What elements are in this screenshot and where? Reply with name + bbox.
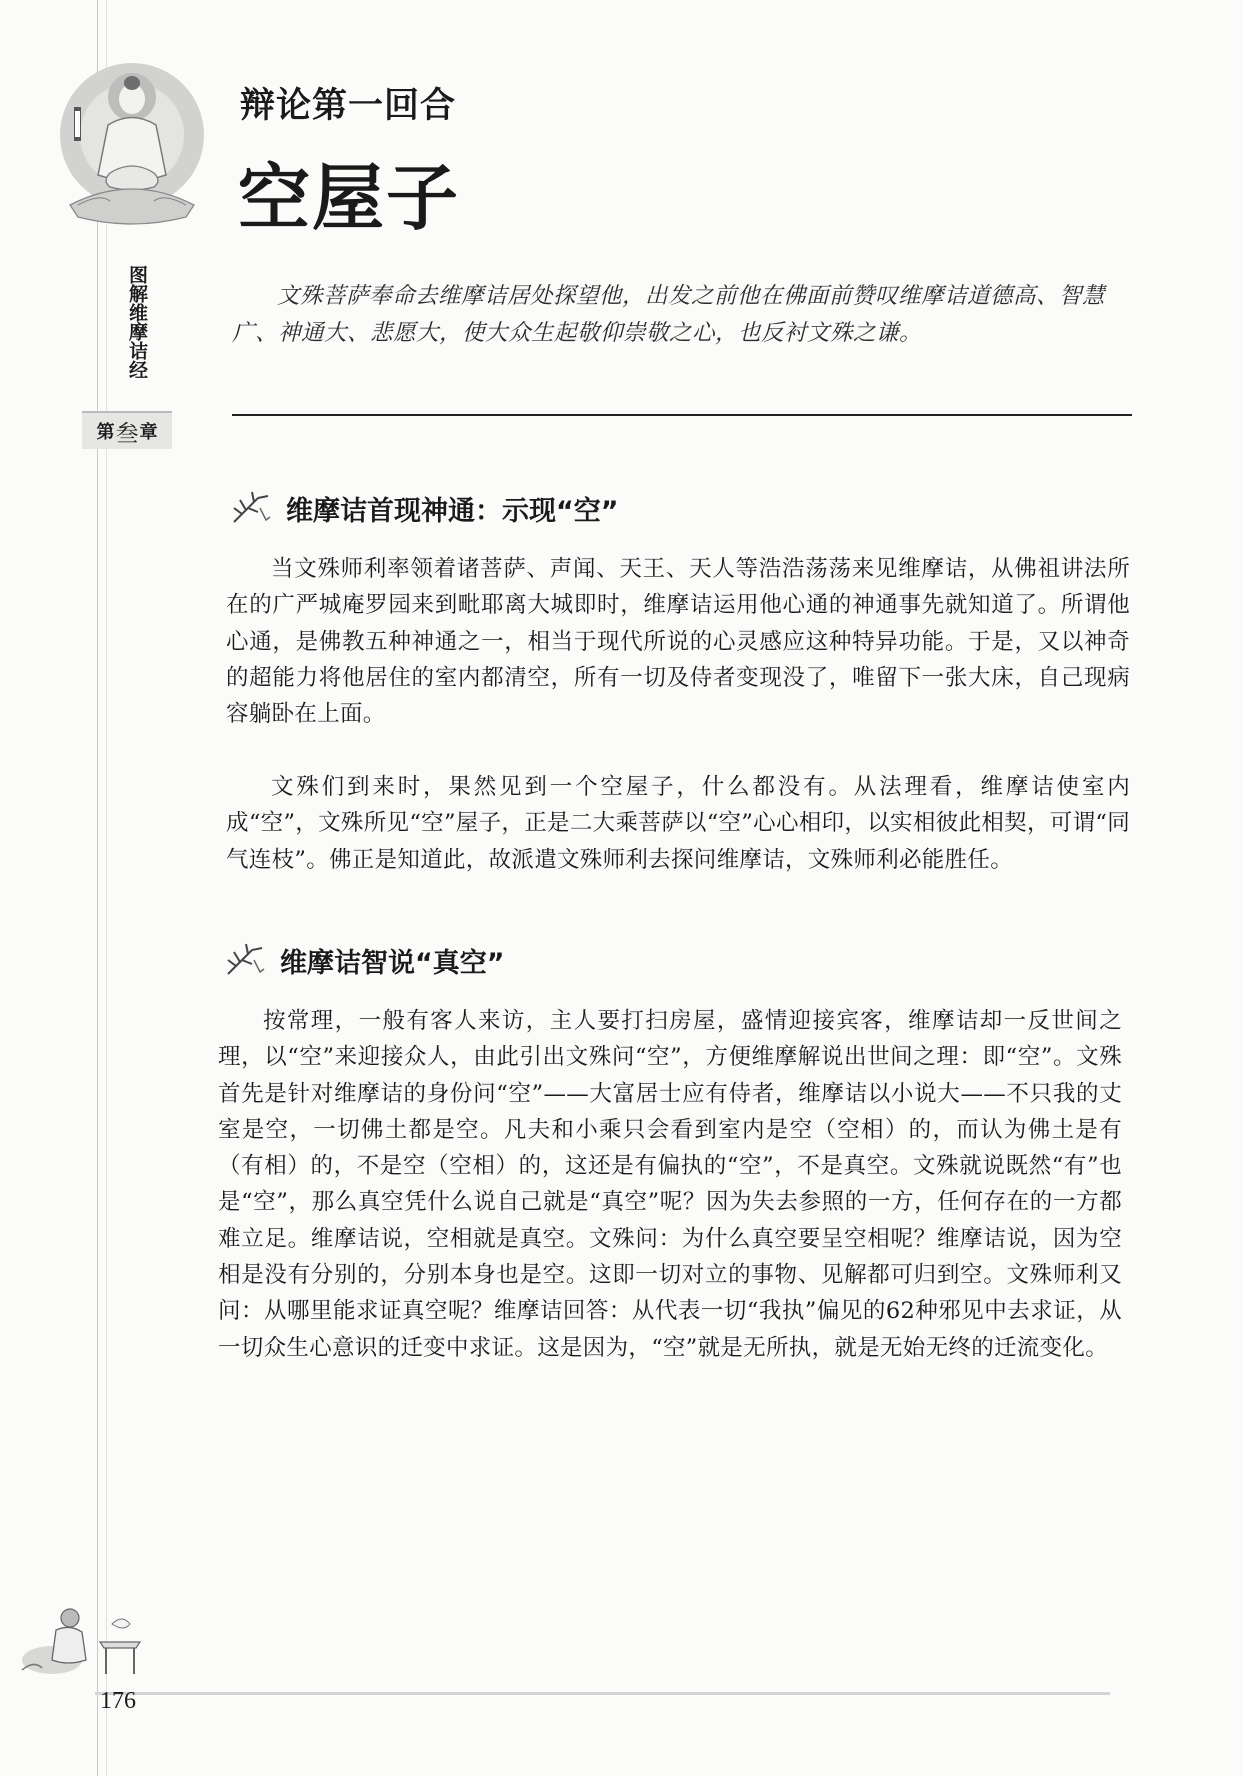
section-heading-1 [228, 488, 619, 528]
footer-rule [95, 1692, 1110, 1695]
section-heading-2 [222, 940, 505, 980]
chapter-suffix: 章 [139, 422, 158, 443]
page-title: 空屋子 [238, 156, 461, 240]
chapter-tab [82, 411, 172, 449]
margin-rule [97, 0, 98, 1776]
buddha-illustration-icon [50, 55, 210, 230]
pine-branch-icon [222, 940, 270, 980]
section-1-paragraph-1: 当文殊师利率领着诸菩萨、声闻、天王、天人等浩浩荡荡来见维摩诘，从佛祖讲法所在的广严城庵罗园来到毗耶离大城即时，维摩诘运用他心通的神通事先就知道了。所谓他心通，是佛教五种神通之一，相当于现代所说的心灵感应这种特异功能。于是，又以神奇的超能力将他居住的室内都清空，所有一切及侍者变现没了，唯留下一张大床，自己现病容躺卧在上面。 [226, 556, 1130, 728]
section-1-paragraph-2: 文殊们到来时，果然见到一个空屋子，什么都没有。从法理看，维摩诘使室内成“空”，文殊所见“空”屋子，正是二大乘菩萨以“空”心心相印，以实相彼此相契，可谓“同气连枝”。佛正是知道此，故派遣文殊师利去探问维摩诘，文殊师利必能胜任。 [226, 774, 1130, 873]
section-heading-2-text: 维摩诘智说“真空” [280, 947, 505, 979]
scholar-illustration-icon [12, 1590, 147, 1680]
divider-rule [232, 414, 1132, 416]
sidebar-book-title [110, 242, 150, 402]
chapter-prefix: 第 [96, 422, 115, 443]
chapter-number: 叁 [115, 420, 139, 447]
section-2-paragraph-1: 按常理，一般有客人来访，主人要打扫房屋，盛情迎接宾客，维摩诘却一反世间之理，以“空”来迎接众人，由此引出文殊问“空”，方便维摩解说出世间之理：即“空”。文殊首先是针对维摩诘的身份问“空”——大富居士应有侍者，维摩诘以小说大——不只我的丈室是空，一切佛土都是空。凡夫和小乘只会看到室内是空（空相）的，而认为佛土是有（有相）的，不是空（空相）的，这还是有偏执的“空”，不是真空。文殊就说既然“有”也是“空”，那么真空凭什么说自己就是“真空”呢？因为失去参照的一方，任何存在的一方都难立足。维摩诘说，空相就是真空。文殊问：为什么真空要呈空相呢？维摩诘说，因为空相是没有分别的，分别本身也是空。这即一切对立的事物、见解都可归到空。文殊师利又问：从哪里能求证真空呢？维摩诘回答：从代表一切“我执”偏见的62种邪见中去求证，从一切众生心意识的迁变中求证。这是因为，“空”就是无所执，就是无始无终的迁流变化。 [218, 1008, 1122, 1361]
page-number: 176 [100, 1688, 136, 1714]
pine-branch-icon [228, 488, 276, 528]
book-title-text: 图解维摩诘经 [126, 265, 148, 379]
intro-paragraph: 文殊菩萨奉命去维摩诘居处探望他，出发之前他在佛面前赞叹维摩诘道德高、智慧广、神通大、悲愿大，使大众生起敬仰崇敬之心，也反衬文殊之谦。 [232, 283, 1106, 346]
page-subtitle: 辩论第一回合 [240, 85, 457, 126]
margin-rule-inner [106, 0, 107, 1776]
section-heading-1-text: 维摩诘首现神通：示现“空” [286, 495, 619, 527]
